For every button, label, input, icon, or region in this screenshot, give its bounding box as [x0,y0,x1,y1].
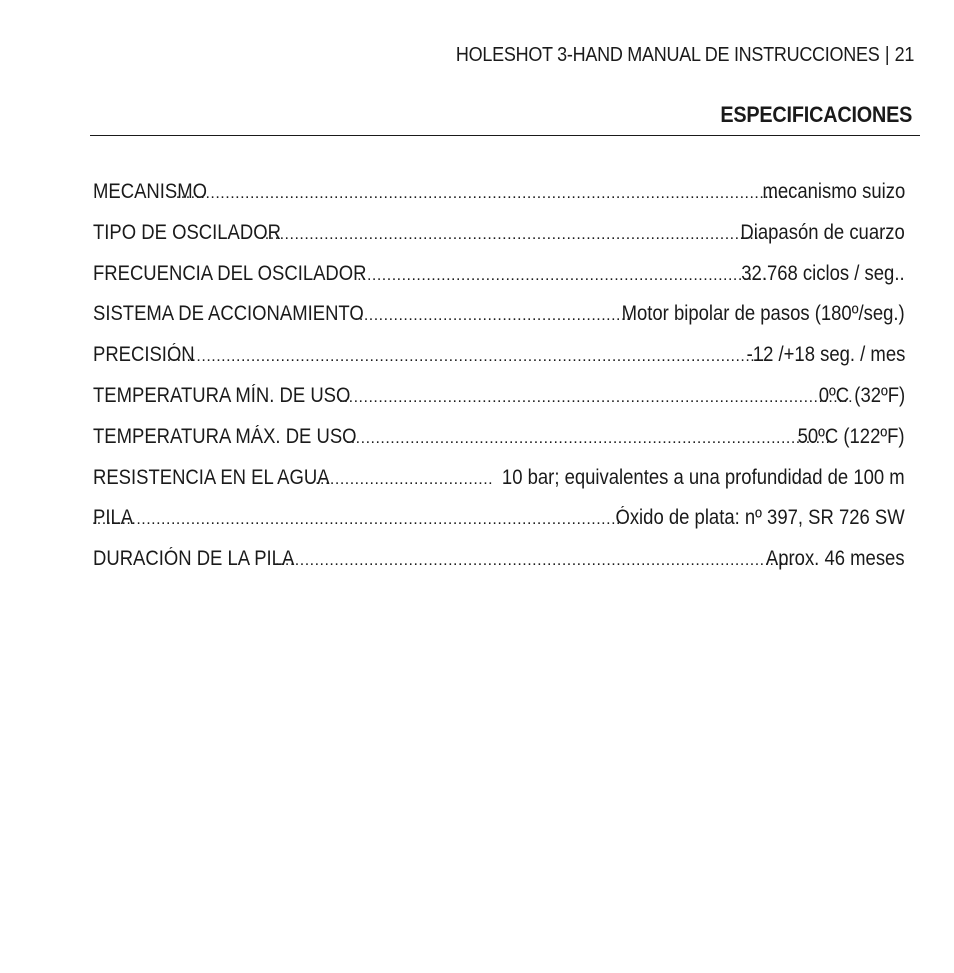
spec-row-pila [93,498,905,539]
dot-leader [176,174,790,215]
dot-leader [92,500,623,541]
spec-row-temperatura-max [93,417,905,458]
spec-value: Diapasón de cuarzo [740,220,905,244]
spec-label: SISTEMA DE ACCIONAMIENTO [93,302,364,326]
spec-list [93,172,905,580]
spec-value: Motor bipolar de pasos (180º/seg.) [621,302,905,326]
dot-leader [346,419,830,460]
dot-leader [357,256,766,297]
spec-row-duracion-pila [93,539,905,580]
spec-value: 0ºC (32ºF) [818,383,905,407]
running-header [456,44,914,67]
spec-value: 50ºC (122ºF) [798,424,905,448]
page-number: 21 [894,44,914,66]
spec-label: PRECISIÓN [93,343,195,367]
spec-label: RESISTENCIA EN EL AGUA [93,465,330,489]
section-title: ESPECIFICACIONES [720,102,912,127]
spec-row-precision [93,335,905,376]
dot-leader [339,378,854,419]
spec-label: FRECUENCIA DEL OSCILADOR [93,261,367,285]
header-separator: | [884,44,890,66]
dot-leader [354,296,630,337]
spec-label: PILA [93,506,134,530]
running-title: HOLESHOT 3-HAND MANUAL DE INSTRUCCIONES [455,44,880,66]
spec-value: mecanismo suizo [762,180,905,203]
spec-value: Aprox. 46 meses [766,547,905,571]
section-divider [90,135,920,136]
spec-row-sistema-de-accionamiento [93,294,905,335]
spec-value: 32.768 ciclos / seg.. [741,261,905,285]
spec-value: -12 /+18 seg. / mes [746,343,905,367]
dot-leader [162,337,772,378]
spec-value: 10 bar; equivalentes a una profundidad de 100 m [502,465,905,489]
spec-label: TEMPERATURA MÍN. DE USO [93,383,351,407]
dot-leader [260,215,765,256]
spec-row-temperatura-min [93,376,905,417]
spec-row-tipo-de-oscilador [93,213,905,254]
spec-row-resistencia-agua [93,458,905,499]
spec-label: DURACIÓN DE LA PILA [93,547,295,571]
spec-row-mecanismo [93,172,905,213]
spec-label: TEMPERATURA MÁX. DE USO [93,424,357,448]
spec-label: MECANISMO [93,180,207,203]
spec-label: TIPO DE OSCILADOR [93,220,281,244]
spec-row-frecuencia [93,254,905,295]
dot-leader [275,541,794,582]
dot-leader [315,460,494,501]
spec-value: Óxido de plata: nº 397, SR 726 SW [615,506,905,530]
